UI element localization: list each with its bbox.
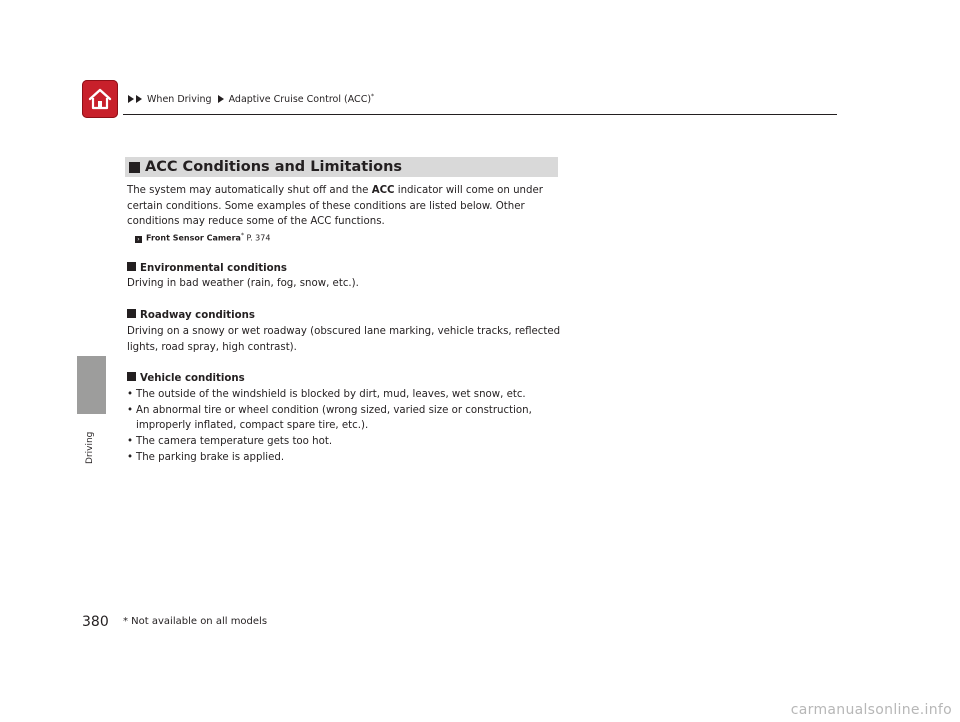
list-item: • An abnormal tire or wheel condition (wrong sized, varied size or construction, improperly inflated, compact spare tire, etc.). — [127, 403, 562, 434]
chapter-tab[interactable] — [77, 356, 106, 414]
list-item: • The parking brake is applied. — [127, 450, 562, 466]
page-number: 380 — [82, 614, 109, 630]
breadcrumb — [128, 93, 374, 105]
breadcrumb-asterisk: * — [371, 93, 375, 100]
intro-paragraph — [127, 183, 562, 230]
breadcrumb-arrow-icon — [128, 95, 134, 103]
chapter-label: Driving — [85, 431, 95, 465]
cross-reference[interactable] — [127, 230, 562, 245]
reference-page[interactable]: P. 374 — [246, 233, 271, 243]
main-content — [127, 183, 562, 466]
breadcrumb-item-acc[interactable]: Adaptive Cruise Control (ACC) — [228, 94, 372, 106]
home-icon — [87, 86, 113, 112]
square-bullet-icon — [127, 372, 136, 381]
square-bullet-icon — [127, 309, 136, 318]
list-item: • The camera temperature gets too hot. — [127, 434, 562, 450]
intro-text-2: indicator will come on under certain conditions. Some examples of these conditions are listed below. Other conditions may reduce some of the ACC functions. — [127, 185, 543, 228]
watermark: carmanualsonline.info — [790, 702, 952, 718]
roadway-heading — [127, 308, 562, 324]
vehicle-heading — [127, 371, 562, 387]
vehicle-title: Vehicle conditions — [140, 373, 245, 385]
header-rule — [123, 114, 837, 115]
environmental-title: Environmental conditions — [140, 262, 287, 274]
home-button[interactable] — [82, 80, 118, 118]
section-title: ACC Conditions and Limitations — [145, 159, 403, 175]
environmental-text: Driving in bad weather (rain, fog, snow, etc.). — [127, 278, 359, 290]
breadcrumb-item-when-driving[interactable]: When Driving — [147, 94, 212, 106]
roadway-title: Roadway conditions — [140, 310, 255, 322]
section-square-icon — [129, 162, 140, 173]
breadcrumb-arrow-icon — [136, 95, 142, 103]
environmental-heading — [127, 261, 562, 277]
list-item: • The outside of the windshield is blocked by dirt, mud, leaves, wet snow, etc. — [127, 387, 562, 403]
footnote: * Not available on all models — [123, 616, 268, 627]
reference-label[interactable]: Front Sensor Camera — [146, 233, 241, 243]
reference-arrow-icon: › — [135, 236, 142, 243]
square-bullet-icon — [127, 262, 136, 271]
section-header — [125, 157, 558, 177]
intro-text-1: The system may automatically shut off and the — [127, 185, 372, 196]
vehicle-conditions-list — [127, 387, 562, 466]
acc-indicator-label: ACC — [371, 185, 395, 196]
breadcrumb-arrow-icon — [218, 95, 224, 103]
roadway-text: Driving on a snowy or wet roadway (obscured lane marking, vehicle tracks, reflected lights, road spray, high contrast). — [127, 325, 561, 353]
reference-asterisk: * — [240, 232, 244, 240]
